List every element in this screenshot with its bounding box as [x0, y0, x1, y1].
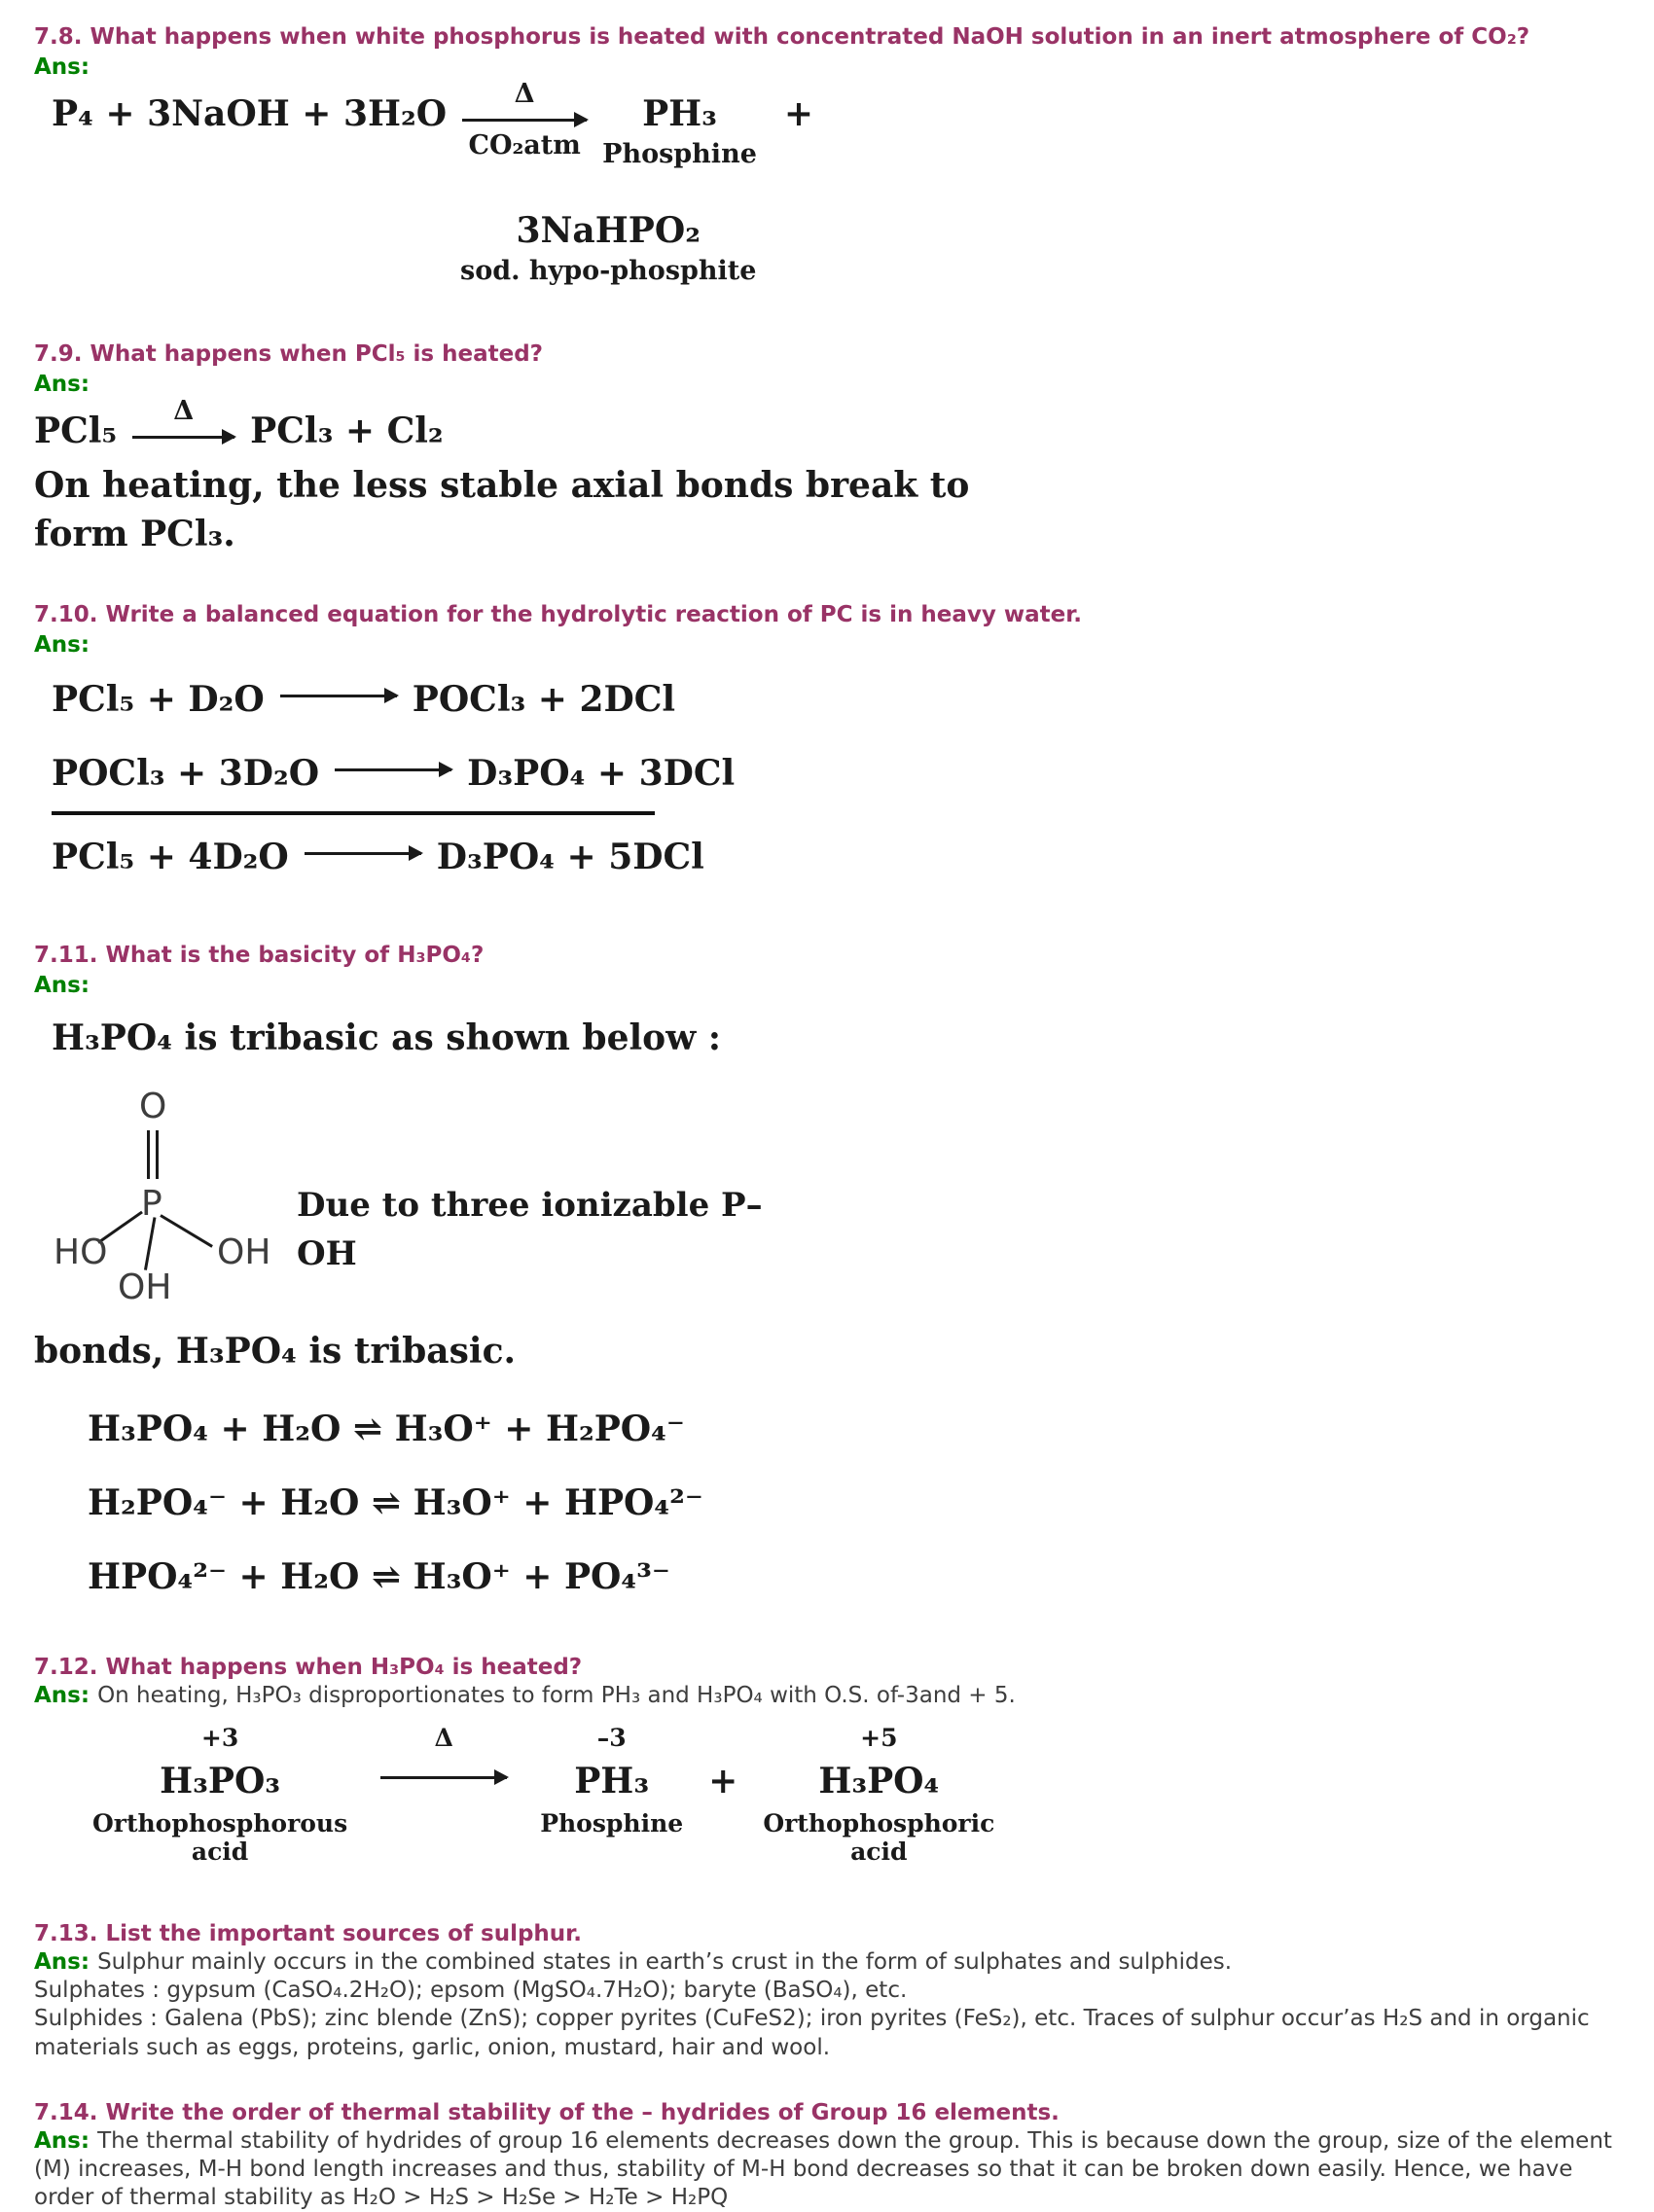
note-line-1: On heating, the less stable axial bonds break to	[34, 464, 970, 506]
bond-down	[144, 1217, 157, 1270]
question-heading-7-10: 7.10. Write a balanced equation for the hydrolytic reaction of PC is in heavy water.	[34, 601, 1083, 627]
delta-symbol: Δ	[434, 1723, 453, 1752]
reactant-name-line1: Orthophosphorous	[92, 1808, 348, 1837]
question-heading-7-11: 7.11. What is the basicity of H₃PO₄?	[34, 942, 485, 968]
ans-label-7-9: Ans:	[34, 371, 90, 397]
question-heading-7-9: 7.9. What happens when PCl₅ is heated?	[34, 340, 544, 367]
ans-line-7-13	[34, 1948, 1620, 1977]
section-7-11	[34, 942, 1620, 1601]
ionization-eq-1: H₃PO₄ + H₂O ⇌ H₃O⁺ + H₂PO₄⁻	[88, 1408, 685, 1449]
hydroxyl-right: OH	[217, 1231, 271, 1272]
ans-label-7-14: Ans:	[34, 2127, 90, 2154]
arrow-shaft	[380, 1776, 507, 1779]
reaction-arrow-7-9	[132, 395, 234, 439]
arrow-shaft	[305, 852, 421, 855]
product2-column	[763, 1724, 994, 1866]
product2-formula: H₃PO₄	[818, 1760, 940, 1802]
hydrolysis-eq-1	[52, 675, 1620, 724]
reaction-arrow-7-8	[462, 78, 587, 162]
reactants-7-9: PCl₅	[34, 410, 118, 451]
ans-label-7-8: Ans:	[34, 54, 90, 80]
reactants-7-8: P₄ + 3NaOH + 3H₂O	[52, 92, 448, 134]
reactants: PCl₅ + D₂O	[52, 678, 265, 720]
oxidation-state-product2: +5	[860, 1723, 898, 1752]
arrow-condition-co2: CO₂atm	[468, 129, 581, 161]
delta-symbol: Δ	[173, 395, 195, 426]
product1-column	[540, 1724, 683, 1837]
h3po4-structure-diagram	[54, 1088, 793, 1319]
ionization-equations	[88, 1405, 1620, 1601]
ans-label-7-12: Ans:	[34, 1682, 90, 1708]
product1-stack-7-8	[602, 89, 757, 171]
reactants: PCl₅ + 4D₂O	[52, 836, 289, 877]
phosphorus-atom: P	[141, 1183, 162, 1224]
ans-label-7-11: Ans:	[34, 972, 90, 998]
tribasic-closing-note: bonds, H₃PO₄ is tribasic.	[34, 1330, 517, 1372]
hydrolysis-eq-net	[52, 833, 1620, 881]
product2-name-line1: Orthophosphoric	[763, 1808, 995, 1837]
arrow-column	[380, 1724, 507, 1779]
section-7-9	[34, 340, 1620, 558]
note-line-2: form PCl₃.	[34, 513, 235, 554]
ans-paragraph-7-14	[34, 2127, 1620, 2212]
hydroxyl-bottom: OH	[118, 1267, 172, 1307]
reactant-name-line2: acid	[191, 1837, 249, 1866]
product2-stack-7-8	[460, 206, 756, 288]
bond-right	[160, 1214, 213, 1248]
ans-paragraph-7-12	[34, 1682, 1620, 1710]
product1-formula: PH₃	[574, 1760, 650, 1802]
question-heading-7-12: 7.12. What happens when H₃PO₄ is heated?	[34, 1654, 583, 1680]
products-7-9: PCl₃ + Cl₂	[250, 410, 444, 451]
product1-formula: PH₃	[642, 92, 717, 134]
plus-column	[708, 1724, 737, 1809]
product2-formula: 3NaHPO₂	[516, 209, 701, 251]
ans-label-7-10: Ans:	[34, 631, 90, 658]
plus-sign: +	[783, 92, 814, 134]
tribasic-intro: H₃PO₄ is tribasic as shown below :	[52, 1017, 722, 1058]
section-7-12	[34, 1654, 1620, 1866]
products: D₃PO₄ + 3DCl	[467, 752, 736, 794]
products: D₃PO₄ + 5DCl	[436, 836, 704, 877]
arrow-shaft	[462, 119, 587, 122]
equation-block-7-9	[34, 395, 1620, 558]
ionization-eq-2: H₂PO₄⁻ + H₂O ⇌ H₃O⁺ + HPO₄²⁻	[88, 1481, 703, 1523]
product1-name: Phosphine	[602, 138, 757, 169]
plus-sign: +	[708, 1760, 738, 1802]
double-bond	[147, 1130, 159, 1179]
arrow-shaft	[335, 768, 451, 771]
oxidation-state-product1: –3	[596, 1723, 627, 1752]
oxidation-state-reactant: +3	[200, 1723, 239, 1752]
hydrolysis-eq-2	[52, 749, 1620, 798]
delta-symbol: Δ	[514, 78, 535, 109]
reaction-arrow	[335, 761, 451, 771]
section-7-8	[34, 23, 1620, 288]
reactant-column	[92, 1724, 347, 1866]
disproportionation-equation	[92, 1724, 1620, 1866]
reactant-formula: H₃PO₃	[160, 1760, 281, 1802]
question-heading-7-13: 7.13. List the important sources of sulphur.	[34, 1920, 582, 1946]
sulphur-sources-summary: Sulphur mainly occurs in the combined states in earth’s crust in the form of sulphates and sulphides.	[97, 1948, 1233, 1975]
ans-label-7-13: Ans:	[34, 1948, 90, 1975]
products: POCl₃ + 2DCl	[412, 678, 676, 720]
ionization-eq-3: HPO₄²⁻ + H₂O ⇌ H₃O⁺ + PO₄³⁻	[88, 1555, 670, 1597]
reactants: POCl₃ + 3D₂O	[52, 752, 320, 794]
sulphides-paragraph: Sulphides : Galena (PbS); zinc blende (ZnS); copper pyrites (CuFeS2); iron pyrites (FeS₂), etc. Traces of sulphur occur’as H₂S and in organic materials such as eggs, proteins, garlic, onion, mustard, hair and wool.	[34, 2006, 1590, 2060]
product2-name-line2: acid	[850, 1837, 908, 1866]
ionizable-note: Due to three ionizable P–OH	[297, 1185, 763, 1273]
equation-block-7-10	[52, 675, 1620, 881]
section-7-10	[34, 601, 1620, 881]
summation-rule	[52, 811, 655, 815]
equation-block-7-8	[52, 78, 1620, 288]
oxygen-atom: O	[139, 1086, 167, 1126]
question-heading-7-8: 7.8. What happens when white phosphorus is heated with concentrated NaOH solution in an inert atmosphere of CO₂?	[34, 24, 1530, 50]
hydroxyl-left: HO	[54, 1231, 108, 1272]
reaction-arrow	[280, 687, 397, 697]
product2-name: sod. hypo-phosphite	[460, 255, 757, 286]
thermal-stability-text: The thermal stability of hydrides of group 16 elements decreases down the group. This is because down the group, size of the element (M) increases, M-H bond length increases and thus, stability of M-H bond decreases so that it can be broken down easily. Hence, we have order of thermal stability as H₂O > H₂S > H₂Se > H₂Te > H₂PQ	[34, 2127, 1612, 2211]
arrow-shaft	[132, 436, 234, 439]
ans-text-7-12: On heating, H₃PO₃ disproportionates to form PH₃ and H₃PO₄ with O.S. of-3and + 5.	[97, 1682, 1016, 1708]
section-7-14	[34, 2099, 1620, 2212]
arrow-shaft	[280, 695, 397, 697]
reaction-arrow	[305, 844, 421, 855]
sulphates-line: Sulphates : gypsum (CaSO₄.2H₂O); epsom (MgSO₄.7H₂O); baryte (BaSO₄), etc.	[34, 1978, 908, 2004]
question-heading-7-14: 7.14. Write the order of thermal stability of the – hydrides of Group 16 elements.	[34, 2099, 1060, 2125]
section-7-13	[34, 1920, 1620, 2062]
product1-name: Phosphine	[540, 1808, 684, 1837]
